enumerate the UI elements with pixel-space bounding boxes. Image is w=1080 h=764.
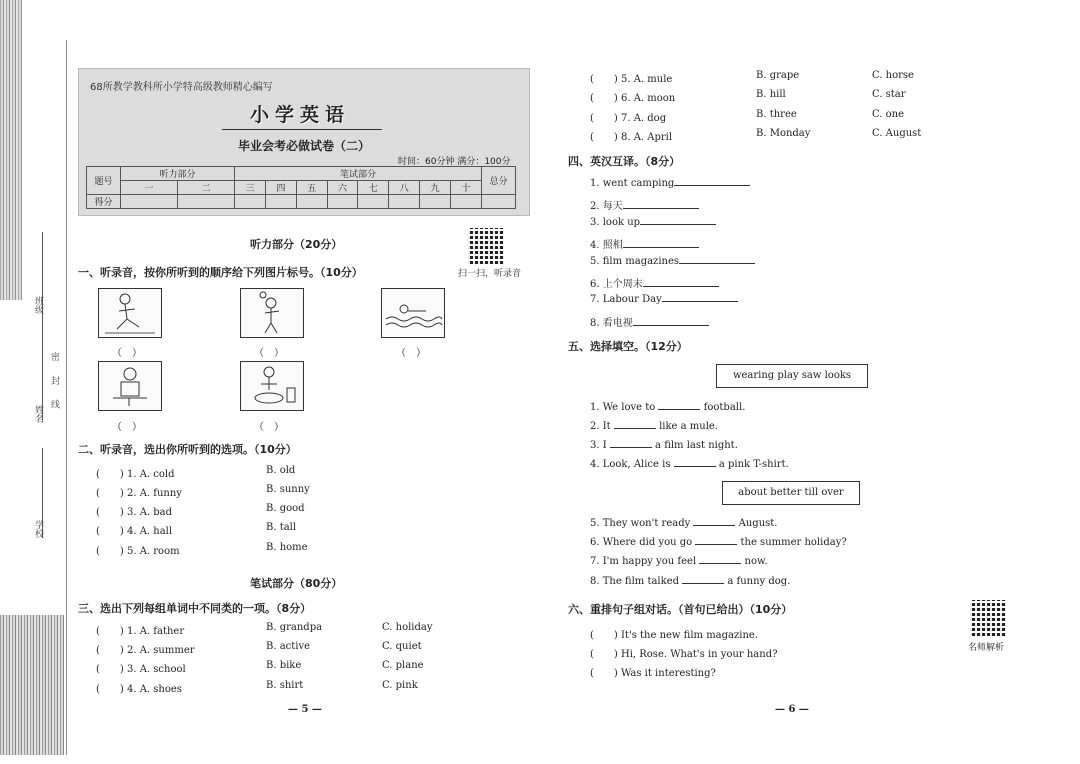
answer-blank[interactable] [682,583,724,584]
section-5-title: 五、选择填空。（12分） [568,340,688,353]
qr-caption-right: 名师解析 [968,643,1005,653]
s6-item-1: ( ) It's the new film magazine. [590,630,759,641]
col-8: 八 [389,181,420,195]
col-2: 二 [178,181,235,195]
s2-item-5-b: B. home [266,542,308,553]
section-4-title: 四、英汉互译。（8分） [568,155,681,168]
s5-item-4-post: a pink T-shirt. [718,459,789,470]
answer-blank[interactable] [662,301,738,302]
row-label-number: 题号 [87,167,121,195]
class-line [42,232,43,342]
qr-code-icon [970,600,1006,636]
s5-item-6-pre: 6. Where did you go [590,537,693,548]
s4-item-6-text: 6. 上个周末 [590,279,643,290]
binding-strip-top [0,0,22,300]
seal-line-label: 密 封 线 [49,352,59,415]
s3-item-8-b: B. Monday [756,128,811,139]
score-cell [178,195,235,209]
answer-paren-1[interactable]: （ ） [112,348,142,359]
s4-item-2 [590,197,699,212]
s5-item-5-pre: 5. They won't ready [590,518,691,529]
score-cell [482,195,516,209]
s5-item-6 [590,537,847,548]
binding-strip-bottom [0,615,64,755]
s3-item-3-c: C. plane [382,660,424,671]
section-3-title: 三、选出下列每组单词中不同类的一项。（8分） [78,602,312,615]
picture-2-girl-tennis [240,288,304,338]
col-7: 七 [358,181,389,195]
s4-item-5-text: 5. film magazines [590,256,680,267]
answer-blank[interactable] [643,286,719,287]
picture-3-swimming [381,288,445,338]
s3-item-2-c: C. quiet [382,641,422,652]
word-bank-2: about better till over [722,481,860,505]
word-bank-1: wearing play saw looks [716,364,868,388]
s4-item-3-text: 3. look up [590,217,641,228]
col-3: 三 [235,181,266,195]
s3-item-6-c: C. star [872,89,906,100]
s5-item-2-post: like a mule. [659,421,718,432]
s5-item-3 [590,440,738,451]
s3-item-7-a: ( ) 7. A. dog [590,113,667,124]
s3-item-5-c: C. horse [872,70,914,81]
answer-blank[interactable] [695,544,737,545]
page-number-left: — 5 — [288,704,322,715]
qr-code-icon [468,228,504,264]
s6-item-2: ( ) Hi, Rose. What's in your hand? [590,649,778,660]
class-label: 班级 [33,296,43,314]
row-label-score: 得分 [87,195,121,209]
s3-item-1-b: B. grandpa [266,622,323,633]
s4-item-8-text: 8. 看电视 [590,318,633,329]
s2-item-3-b: B. good [266,503,305,514]
s5-item-1-post: football. [703,402,746,413]
listening-heading: 听力部分（20分） [250,238,343,251]
score-cell [420,195,451,209]
answer-paren-4[interactable]: （ ） [112,422,142,433]
s3-item-7-c: C. one [872,109,905,120]
page-title: 小学英语 [250,104,351,126]
s3-item-2-a: ( ) 2. A. summer [96,645,195,656]
s5-item-7-post: now. [744,556,768,567]
s3-item-5-a: ( ) 5. A. mule [590,74,673,85]
s5-item-8 [590,576,790,587]
score-cell [327,195,358,209]
s3-item-4-c: C. pink [382,680,418,691]
s3-item-8-c: C. August [872,128,922,139]
score-table [86,166,516,209]
answer-blank[interactable] [679,263,755,264]
s2-item-1-a: ( ) 1. A. cold [96,469,175,480]
s2-item-2-b: B. sunny [266,484,310,495]
score-cell [235,195,266,209]
col-4: 四 [265,181,296,195]
answer-blank[interactable] [658,409,700,410]
answer-blank[interactable] [699,563,741,564]
score-cell [389,195,420,209]
s3-item-4-b: B. shirt [266,680,304,691]
s4-item-4-text: 4. 照相 [590,240,623,251]
school-label: 学校 [33,520,43,538]
s3-item-3-b: B. bike [266,660,302,671]
section-2-title: 二、听录音，选出你所听到的选项。（10分） [78,443,297,456]
answer-paren-3[interactable]: （ ） [396,348,426,359]
s4-item-7-text: 7. Labour Day [590,294,662,305]
s4-item-1 [590,178,750,189]
s5-item-4-pre: 4. Look, Alice is [590,459,671,470]
s5-item-3-pre: 3. I [590,440,607,451]
s3-item-6-b: B. hill [756,89,786,100]
s3-item-3-a: ( ) 3. A. school [96,664,186,675]
score-cell [296,195,327,209]
answer-blank[interactable] [674,185,750,186]
qr-caption-left: 扫一扫，听录音 [458,269,522,279]
s3-item-8-a: ( ) 8. A. April [590,132,673,143]
answer-blank[interactable] [633,325,709,326]
s3-item-7-b: B. three [756,109,797,120]
binding-line [66,40,67,755]
written-heading: 笔试部分（80分） [250,577,343,590]
s3-item-2-b: B. active [266,641,311,652]
s6-item-3: ( ) Was it interesting? [590,668,716,679]
answer-blank[interactable] [693,525,735,526]
score-cell [265,195,296,209]
s2-item-4-b: B. tall [266,522,297,533]
answer-blank[interactable] [640,224,716,225]
s5-item-5 [590,518,777,529]
section-1-title: 一、听录音，按你所听到的顺序给下列图片标号。（10分） [78,266,363,279]
answer-blank[interactable] [610,447,652,448]
header-note: 68所教学教科所小学特高级教师精心编写 [90,82,273,93]
time-info: 时间：60分钟 满分：100分 [398,157,511,167]
page-number-right: — 6 — [775,704,809,715]
s2-item-2-a: ( ) 2. A. funny [96,488,182,499]
col-1: 一 [121,181,178,195]
s5-item-2 [590,421,718,432]
col-5: 五 [296,181,327,195]
s2-item-5-a: ( ) 5. A. room [96,546,180,557]
s3-item-1-a: ( ) 1. A. father [96,626,185,637]
page-subtitle: 毕业会考必做试卷（二） [238,139,371,153]
s5-item-5-post: August. [738,518,778,529]
s5-item-7-pre: 7. I'm happy you feel [590,556,697,567]
name-label: 姓名 [33,405,43,423]
s5-item-7 [590,556,768,567]
s4-item-1-text: 1. went camping [590,178,675,189]
score-cell [121,195,178,209]
answer-blank[interactable] [614,428,656,429]
section-6-title: 六、重排句子组对话。（首句已给出）（10分） [568,603,793,616]
col-9: 九 [420,181,451,195]
col-6: 六 [327,181,358,195]
s5-item-6-post: the summer holiday? [740,537,847,548]
s3-item-4-a: ( ) 4. A. shoes [96,684,182,695]
answer-blank[interactable] [623,247,699,248]
picture-4-girl-reading [98,361,162,411]
s2-item-3-a: ( ) 3. A. bad [96,507,173,518]
s5-item-1 [590,402,745,413]
col-10: 十 [451,181,482,195]
s5-item-1-pre: 1. We love to [590,402,656,413]
s4-item-2-text: 2. 每天 [590,201,623,212]
answer-paren-2[interactable]: （ ） [254,348,284,359]
s4-item-8 [590,314,709,329]
answer-blank[interactable] [623,208,699,209]
answer-blank[interactable] [674,466,716,467]
answer-paren-5[interactable]: （ ） [254,422,284,433]
s5-item-3-post: a film last night. [655,440,738,451]
picture-1-girl-exercising [98,288,162,338]
s4-item-4 [590,236,699,251]
total-header: 总分 [482,167,516,195]
s3-item-1-c: C. holiday [382,622,433,633]
written-part-header: 笔试部分 [235,167,482,181]
s4-item-5 [590,256,755,267]
s4-item-3 [590,217,716,228]
score-cell [451,195,482,209]
s2-item-1-b: B. old [266,465,296,476]
s4-item-6 [590,275,719,290]
listening-part-header: 听力部分 [121,167,235,181]
s5-item-8-pre: 8. The film talked [590,576,680,587]
s4-item-7 [590,294,738,305]
picture-5-girl-washing [240,361,304,411]
score-cell [358,195,389,209]
s5-item-4 [590,459,789,470]
s3-item-6-a: ( ) 6. A. moon [590,93,676,104]
subtitle-rule [222,129,382,130]
s3-item-5-b: B. grape [756,70,800,81]
s2-item-4-a: ( ) 4. A. hall [96,526,173,537]
s5-item-8-post: a funny dog. [727,576,791,587]
s5-item-2-pre: 2. It [590,421,611,432]
